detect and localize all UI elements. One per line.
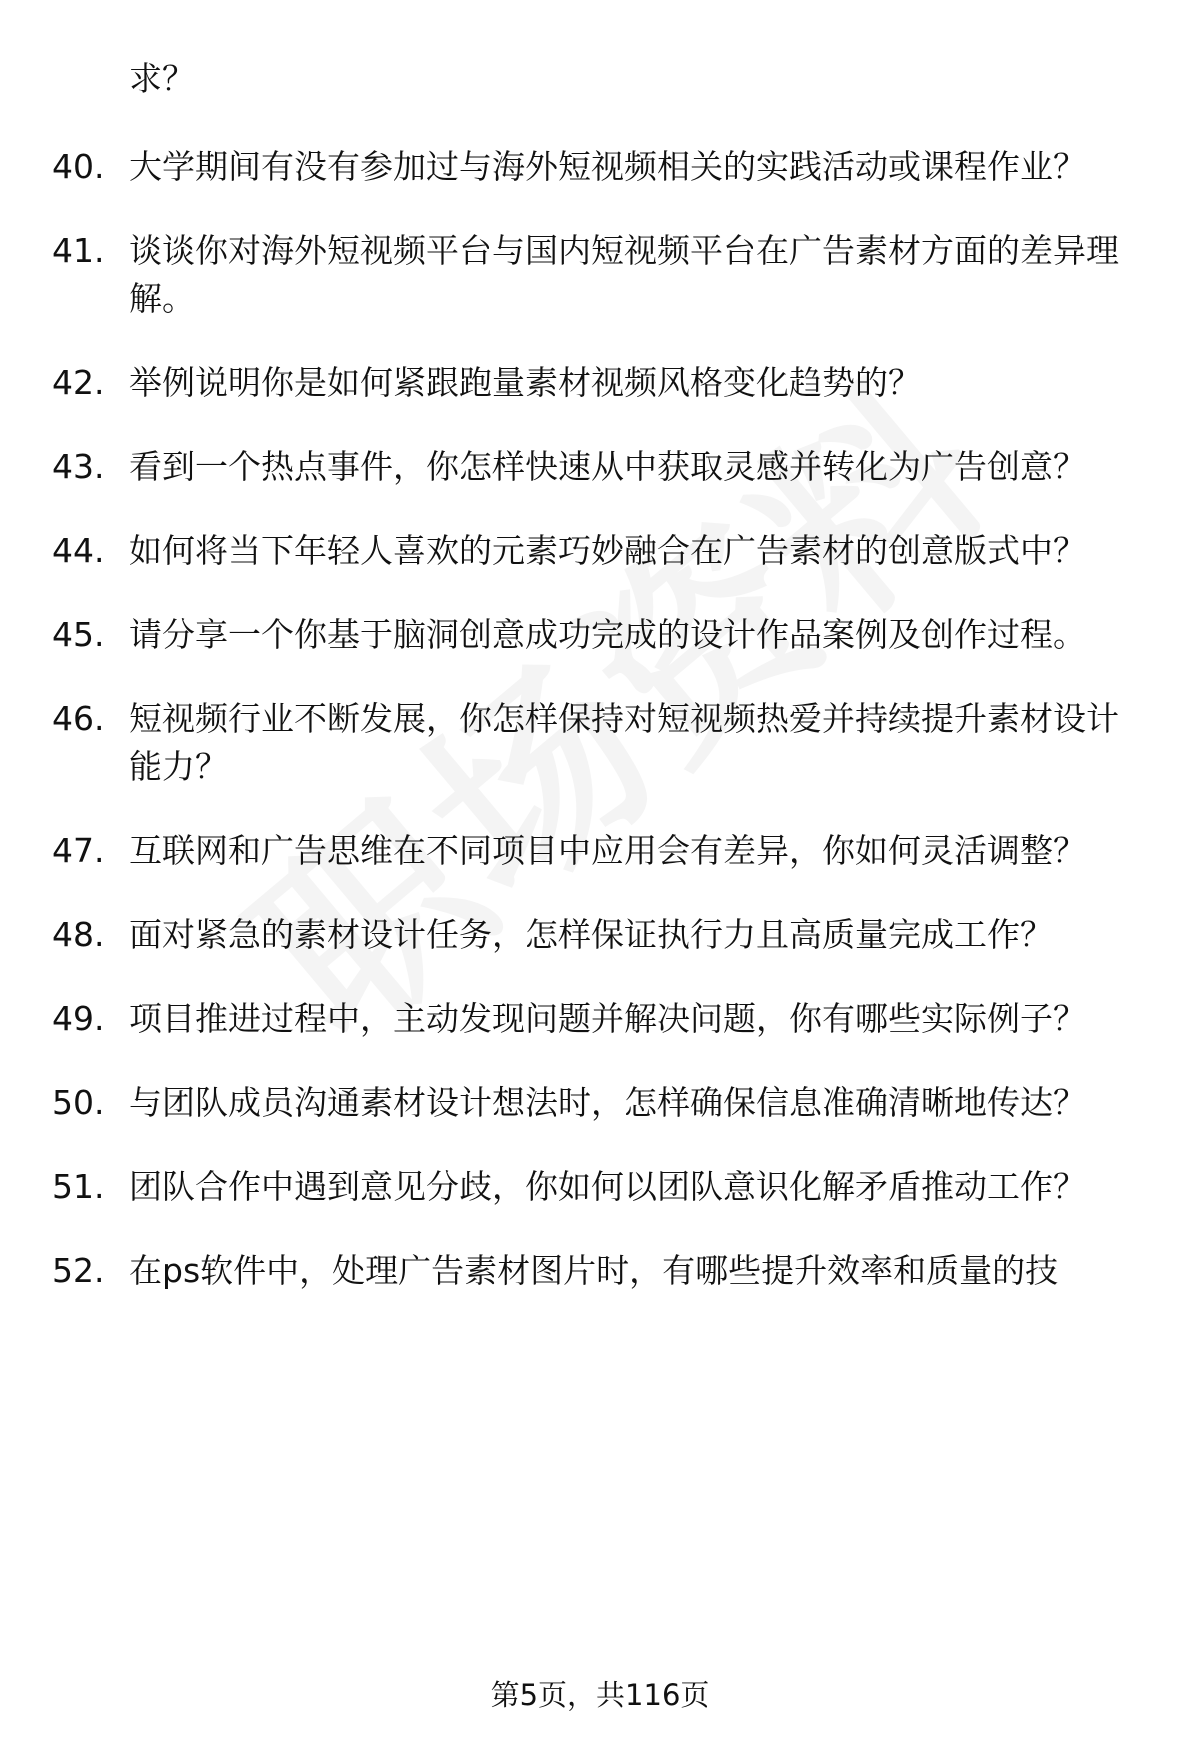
question-number: 47. [52, 831, 105, 870]
question-item [0, 443, 1200, 491]
question-number: 52. [52, 1251, 105, 1290]
question-item [0, 611, 1200, 659]
question-text: 谈谈你对海外短视频平台与国内短视频平台在广告素材方面的差异理解。 [129, 231, 1119, 318]
question-text: 项目推进过程中，主动发现问题并解决问题，你有哪些实际例子？ [129, 999, 1086, 1038]
question-number: 51. [52, 1167, 105, 1206]
question-text: 请分享一个你基于脑洞创意成功完成的设计作品案例及创作过程。 [129, 615, 1086, 654]
question-text: 举例说明你是如何紧跟跑量素材视频风格变化趋势的？ [129, 363, 921, 402]
question-number: 42. [52, 363, 105, 402]
question-item [0, 359, 1200, 407]
question-number: 41. [52, 231, 105, 270]
question-item [0, 1163, 1200, 1211]
question-number: 45. [52, 615, 105, 654]
question-text: 与团队成员沟通素材设计想法时，怎样确保信息准确清晰地传达？ [129, 1083, 1086, 1122]
question-list [0, 143, 1200, 1331]
question-text: 团队合作中遇到意见分歧，你如何以团队意识化解矛盾推动工作？ [129, 1167, 1086, 1206]
question-text: 大学期间有没有参加过与海外短视频相关的实践活动或课程作业？ [129, 147, 1086, 186]
question-number: 40. [52, 147, 105, 186]
question-text: 短视频行业不断发展，你怎样保持对短视频热爱并持续提升素材设计能力？ [129, 699, 1119, 786]
question-item [0, 995, 1200, 1043]
question-item [0, 1079, 1200, 1127]
question-number: 44. [52, 531, 105, 570]
question-item [0, 227, 1200, 323]
question-number: 49. [52, 999, 105, 1038]
question-text: 在ps软件中，处理广告素材图片时，有哪些提升效率和质量的技 [129, 1251, 1059, 1290]
question-number: 50. [52, 1083, 105, 1122]
question-item [0, 527, 1200, 575]
question-item [0, 1247, 1200, 1295]
page-footer: 第5页，共116页 [490, 1678, 710, 1712]
question-number: 43. [52, 447, 105, 486]
question-text: 互联网和广告思维在不同项目中应用会有差异，你如何灵活调整？ [129, 831, 1086, 870]
continued-question-text: 求？ [129, 59, 195, 98]
question-text: 如何将当下年轻人喜欢的元素巧妙融合在广告素材的创意版式中？ [129, 531, 1086, 570]
question-item [0, 143, 1200, 191]
question-item [0, 827, 1200, 875]
question-number: 46. [52, 699, 105, 738]
question-text: 看到一个热点事件，你怎样快速从中获取灵感并转化为广告创意？ [129, 447, 1086, 486]
question-number: 48. [52, 915, 105, 954]
question-text: 面对紧急的素材设计任务，怎样保证执行力且高质量完成工作？ [129, 915, 1053, 954]
question-item [0, 695, 1200, 791]
question-item [0, 911, 1200, 959]
